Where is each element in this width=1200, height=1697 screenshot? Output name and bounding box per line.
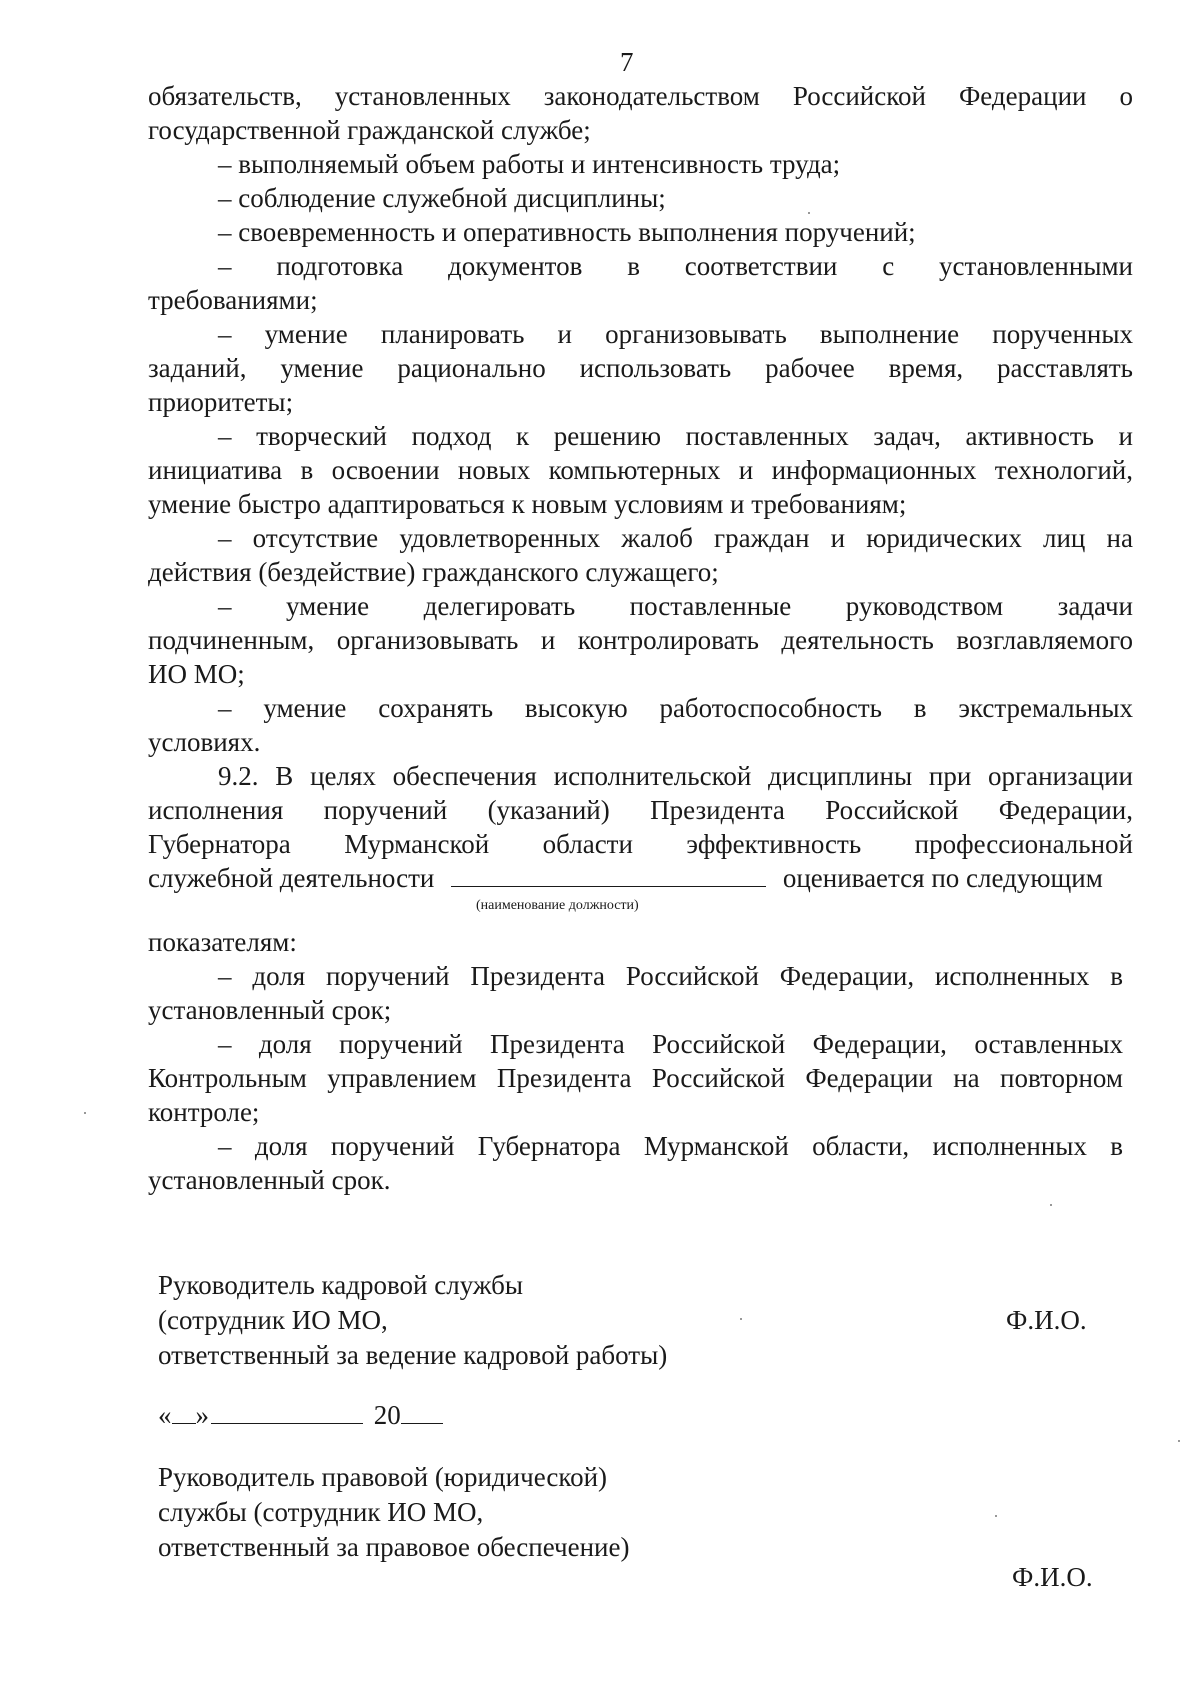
text-line-with-blank [148, 862, 1103, 894]
quote-close: » [195, 1400, 209, 1430]
text-line: исполнения поручений (указаний) Президента Российской Федерации, [148, 795, 1133, 825]
text-segment: служебной деятельности [148, 863, 435, 893]
text-line: – доля поручений Губернатора Мурманской области, исполненных в [218, 1131, 1123, 1161]
text-line: – доля поручений Президента Российской Федерации, исполненных в [218, 961, 1123, 991]
text-line: – доля поручений Президента Российской Федерации, оставленных [218, 1029, 1123, 1059]
blank-caption: (наименование должности) [476, 898, 639, 913]
position-name-blank [451, 864, 766, 887]
text-line: – умение планировать и организовывать выполнение порученных [218, 319, 1133, 349]
text-line: – выполняемый объем работы и интенсивность труда; [218, 149, 841, 179]
scan-speck [808, 212, 810, 214]
text-line: – умение сохранять высокую работоспособность в экстремальных [218, 693, 1133, 723]
scan-speck [1178, 1440, 1180, 1442]
scan-speck [995, 1515, 997, 1517]
text-line: 9.2. В целях обеспечения исполнительской дисциплины при организации [218, 761, 1133, 791]
scan-speck [1050, 1204, 1052, 1206]
page-number: 7 [620, 47, 634, 77]
signature-title-line: службы (сотрудник ИО МО, [158, 1497, 484, 1527]
text-line: показателям: [148, 927, 297, 957]
day-blank [172, 1401, 196, 1424]
quote-open: « [158, 1400, 172, 1430]
fio-placeholder: Ф.И.О. [1006, 1305, 1087, 1335]
signature-title-line: (сотрудник ИО МО, [158, 1305, 388, 1335]
text-line: обязательств, установленных законодательством Российской Федерации о [148, 81, 1133, 111]
signature-title-line: Руководитель правовой (юридической) [158, 1462, 608, 1492]
text-line: установленный срок; [148, 995, 392, 1025]
signature-title-line: Руководитель кадровой службы [158, 1270, 524, 1300]
year-blank [401, 1401, 443, 1424]
text-line: Контрольным управлением Президента Российской Федерации на повторном [148, 1063, 1123, 1093]
text-line: государственной гражданской службе; [148, 115, 591, 145]
text-line: инициатива в освоении новых компьютерных и информационных технологий, [148, 455, 1133, 485]
text-line: приоритеты; [148, 387, 294, 417]
text-line: контроле; [148, 1097, 260, 1127]
text-line: – соблюдение служебной дисциплины; [218, 183, 666, 213]
text-line: – подготовка документов в соответствии с установленными [218, 251, 1133, 281]
text-line: – своевременность и оперативность выполнения поручений; [218, 217, 916, 247]
text-line: условиях. [148, 727, 261, 757]
text-line: требованиями; [148, 285, 318, 315]
text-segment: оценивается по следующим [782, 863, 1103, 893]
text-line: – отсутствие удовлетворенных жалоб граждан и юридических лиц на [218, 523, 1133, 553]
text-line: действия (бездействие) гражданского служащего; [148, 557, 719, 587]
scan-speck [84, 1112, 86, 1114]
scan-speck [740, 1318, 742, 1320]
text-line: подчиненным, организовывать и контролировать деятельность возглавляемого [148, 625, 1133, 655]
month-blank [211, 1401, 363, 1424]
text-line: Губернатора Мурманской области эффективность профессиональной [148, 829, 1133, 859]
text-line: установленный срок. [148, 1165, 391, 1195]
signature-title-line: ответственный за ведение кадровой работы) [158, 1340, 668, 1370]
year-prefix: 20 [373, 1400, 401, 1430]
text-line: ИО МО; [148, 659, 245, 689]
date-line [158, 1398, 443, 1433]
text-line: – умение делегировать поставленные руководством задачи [218, 591, 1133, 621]
fio-placeholder: Ф.И.О. [1012, 1562, 1093, 1592]
text-line: – творческий подход к решению поставленных задач, активность и [218, 421, 1133, 451]
text-line: умение быстро адаптироваться к новым условиям и требованиям; [148, 489, 907, 519]
signature-title-line: ответственный за правовое обеспечение) [158, 1532, 630, 1562]
text-line: заданий, умение рационально использовать рабочее время, расставлять [148, 353, 1133, 383]
